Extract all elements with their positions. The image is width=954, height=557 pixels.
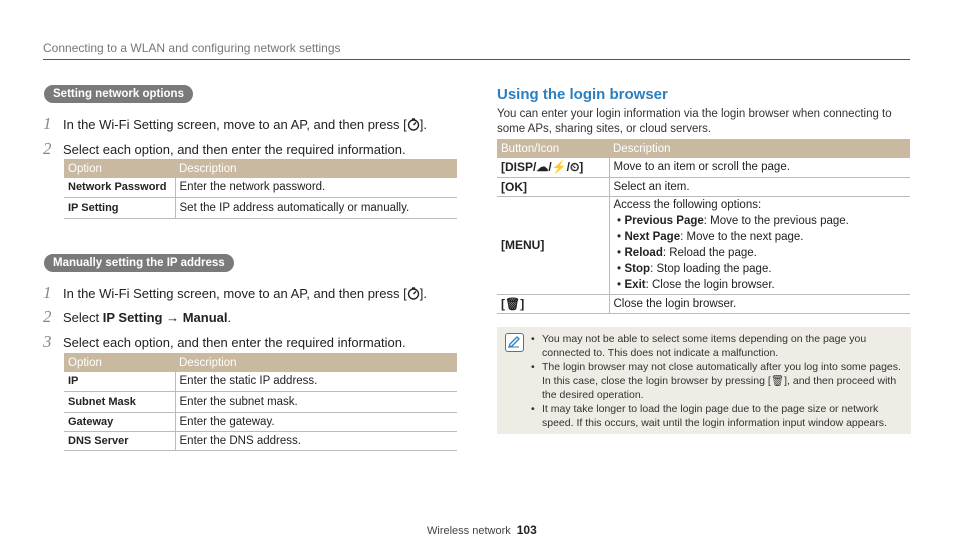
option-text: : Move to the previous page. bbox=[703, 215, 849, 227]
option-name: Stop bbox=[624, 263, 651, 275]
table-header-row bbox=[64, 353, 457, 372]
option-name: Network Password bbox=[64, 178, 175, 197]
option-name: IP Setting bbox=[64, 197, 175, 218]
table-row bbox=[497, 294, 910, 313]
login-buttons-table bbox=[497, 139, 910, 314]
option-name: Subnet Mask bbox=[64, 391, 175, 412]
ip-options-table bbox=[64, 353, 457, 451]
table-row bbox=[64, 372, 457, 391]
table-header-row bbox=[497, 139, 910, 158]
note-pencil-icon bbox=[505, 333, 524, 352]
list-item: • Next Page: Move to the next page. bbox=[616, 231, 804, 243]
section-title-login-browser: Using the login browser bbox=[497, 86, 668, 103]
option-text: : Close the login browser. bbox=[645, 279, 775, 291]
section-pill-network-options: Setting network options bbox=[44, 85, 193, 103]
table-row bbox=[64, 197, 457, 218]
table-row bbox=[497, 158, 910, 177]
table-header-row bbox=[64, 159, 457, 178]
column-header: Button/Icon bbox=[497, 139, 609, 158]
arrow: → bbox=[162, 309, 183, 325]
step-text: In the Wi-Fi Setting screen, move to an AP, and then press [ bbox=[63, 285, 407, 301]
option-description: Enter the network password. bbox=[175, 178, 457, 197]
option-description: Enter the gateway. bbox=[175, 412, 457, 431]
step-text: Select each option, and then enter the required information. bbox=[63, 141, 406, 157]
step-text-end: ]. bbox=[419, 285, 427, 301]
page-number: 103 bbox=[516, 523, 537, 537]
step-number: 1 bbox=[43, 114, 52, 133]
column-header: Description bbox=[175, 353, 457, 372]
step-number: 1 bbox=[43, 283, 52, 302]
option-text: : Move to the next page. bbox=[680, 231, 804, 243]
column-header: Option bbox=[64, 159, 175, 178]
option-text: : Reload the page. bbox=[662, 247, 757, 259]
option-text: : Stop loading the page. bbox=[650, 263, 772, 275]
step-number: 2 bbox=[43, 139, 52, 158]
page-footer bbox=[427, 523, 537, 537]
step-1 bbox=[43, 114, 427, 134]
button-description: Close the login browser. bbox=[609, 294, 910, 313]
list-item: • Exit: Close the login browser. bbox=[616, 279, 775, 291]
step-3 bbox=[43, 332, 406, 352]
step-number: 2 bbox=[43, 307, 52, 326]
button-label: [🗑] bbox=[497, 294, 609, 313]
option-description: Enter the DNS address. bbox=[175, 431, 457, 450]
header-divider bbox=[43, 59, 910, 60]
column-header: Option bbox=[64, 353, 175, 372]
option-name: Exit bbox=[624, 279, 646, 291]
option-name: DNS Server bbox=[64, 431, 175, 450]
menu-options-cell bbox=[609, 196, 910, 294]
column-header: Description bbox=[175, 159, 457, 178]
option-description: Enter the static IP address. bbox=[175, 372, 457, 391]
section-pill-manual-ip: Manually setting the IP address bbox=[44, 254, 234, 272]
list-item: • It may take longer to load the login page due to the page size or network speed. If this occurs, wait until the login information input window appears. bbox=[529, 402, 905, 430]
column-header: Description bbox=[609, 139, 910, 158]
step-2 bbox=[43, 307, 231, 327]
option-name: IP bbox=[64, 372, 175, 391]
step-text-suffix: . bbox=[227, 309, 232, 325]
note-box bbox=[497, 327, 911, 434]
table-row bbox=[64, 431, 457, 450]
menu-ip-setting: IP Setting bbox=[102, 309, 163, 325]
option-name: Previous Page bbox=[624, 215, 704, 227]
menu-options-list bbox=[614, 213, 907, 293]
note-list bbox=[529, 332, 905, 430]
table-row bbox=[497, 177, 910, 196]
step-text-end: ]. bbox=[419, 116, 427, 132]
option-description: Enter the subnet mask. bbox=[175, 391, 457, 412]
login-intro: You can enter your login information via the login browser when connecting to some APs, sharing sites, or cloud servers. bbox=[497, 108, 892, 135]
table-row bbox=[497, 196, 910, 294]
step-text: Select each option, and then enter the required information. bbox=[63, 334, 406, 350]
option-name: Reload bbox=[624, 247, 663, 259]
step-text-prefix: Select bbox=[63, 309, 103, 325]
option-name: Gateway bbox=[64, 412, 175, 431]
list-item: • The login browser may not close automatically after you log into some pages. In this case, close the login browser by pressing [🗑], and then proceed with the desired operation. bbox=[529, 360, 905, 402]
menu-manual: Manual bbox=[182, 309, 228, 325]
table-row bbox=[64, 391, 457, 412]
network-options-table bbox=[64, 159, 457, 219]
option-name: Next Page bbox=[624, 231, 681, 243]
list-item: • Stop: Stop loading the page. bbox=[616, 263, 772, 275]
button-description: Access the following options: bbox=[613, 199, 762, 211]
option-description: Set the IP address automatically or manually. bbox=[175, 197, 457, 218]
button-label: [OK] bbox=[497, 177, 609, 196]
list-item: • Previous Page: Move to the previous page. bbox=[616, 215, 849, 227]
page-header: Connecting to a WLAN and configuring network settings bbox=[43, 41, 341, 55]
step-2 bbox=[43, 139, 406, 159]
timer-icon bbox=[407, 118, 420, 131]
button-description: Move to an item or scroll the page. bbox=[609, 158, 910, 177]
list-item: • Reload: Reload the page. bbox=[616, 247, 757, 259]
step-number: 3 bbox=[43, 332, 52, 351]
button-description: Select an item. bbox=[609, 177, 910, 196]
step-1 bbox=[43, 283, 427, 303]
step-text: In the Wi-Fi Setting screen, move to an AP, and then press [ bbox=[63, 116, 407, 132]
button-label: [MENU] bbox=[497, 196, 609, 294]
button-label: [DISP/☁/⚡/⏲] bbox=[497, 158, 609, 177]
table-row bbox=[64, 412, 457, 431]
list-item: • You may not be able to select some items depending on the page you connected to. This does not indicate a malfunction. bbox=[529, 332, 905, 360]
table-row bbox=[64, 178, 457, 197]
timer-icon bbox=[407, 287, 420, 300]
footer-label: Wireless network bbox=[427, 525, 511, 537]
